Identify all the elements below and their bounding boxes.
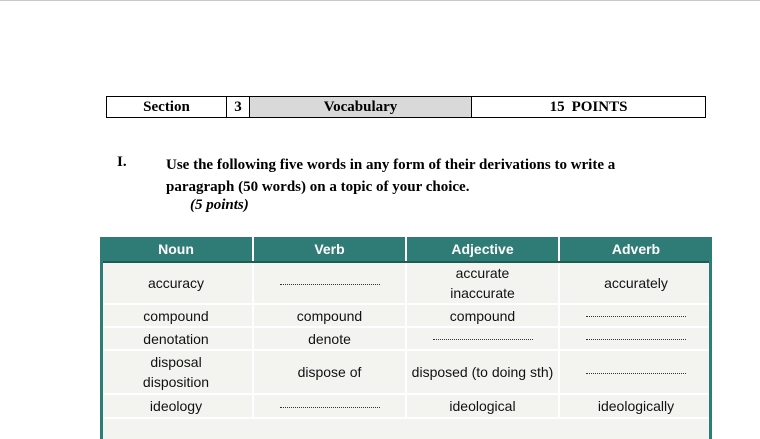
cell-verb: compound <box>253 304 406 327</box>
cell-verb: denote <box>253 327 406 350</box>
blank-line <box>280 284 380 285</box>
vocab-header-row <box>100 237 712 262</box>
blank-line <box>586 373 686 374</box>
cell-adverb-blank <box>559 304 712 327</box>
question-text: Use the following five words in any form of their derivations to write a paragraph (50 words) on a topic of your choice. <box>166 157 616 195</box>
cell-text: disposal <box>150 354 202 370</box>
table-left-border <box>100 237 103 439</box>
table-row <box>100 350 712 394</box>
section-number: 3 <box>227 97 250 117</box>
section-topic: Vocabulary <box>250 97 472 117</box>
top-rule <box>0 0 760 1</box>
blank-line <box>586 316 686 317</box>
question-number: I. <box>117 154 127 170</box>
cell-adjective: ideological <box>406 394 559 418</box>
cell-text: accurate <box>455 265 510 281</box>
points-word: POINTS <box>571 98 628 115</box>
table-row <box>100 327 712 350</box>
blank-line <box>586 339 686 340</box>
cell-adjective-blank <box>406 327 559 350</box>
table-right-border <box>709 237 712 439</box>
cell-noun: accuracy <box>100 262 253 304</box>
cell-verb-blank <box>253 394 406 418</box>
cell-text: inaccurate <box>450 285 515 301</box>
table-row <box>100 394 712 418</box>
section-points <box>472 97 705 117</box>
blank-line <box>433 339 533 340</box>
col-header-adverb: Adverb <box>559 237 712 262</box>
table-row <box>100 304 712 327</box>
table-row <box>100 262 712 304</box>
section-label: Section <box>107 97 227 117</box>
cell-noun: denotation <box>100 327 253 350</box>
cell-adjective <box>406 262 559 304</box>
cell-noun: compound <box>100 304 253 327</box>
cell-adverb-blank <box>559 327 712 350</box>
cell-noun <box>100 350 253 394</box>
cell-adverb-blank <box>559 350 712 394</box>
cell-verb-blank <box>253 262 406 304</box>
question-points: (5 points) <box>190 197 249 213</box>
section-header <box>106 96 706 118</box>
cell-adjective: disposed (to doing sth) <box>406 350 559 394</box>
vocabulary-table-image <box>100 237 712 439</box>
cell-adjective: compound <box>406 304 559 327</box>
cell-adverb: accurately <box>559 262 712 304</box>
col-header-noun: Noun <box>100 237 253 262</box>
vocabulary-table <box>100 237 712 419</box>
cell-adverb: ideologically <box>559 394 712 418</box>
col-header-adjective: Adjective <box>406 237 559 262</box>
col-header-verb: Verb <box>253 237 406 262</box>
points-value: 15 <box>549 98 565 115</box>
cell-noun: ideology <box>100 394 253 418</box>
cell-text: disposition <box>142 374 210 390</box>
blank-line <box>280 407 380 408</box>
cell-verb: dispose of <box>253 350 406 394</box>
